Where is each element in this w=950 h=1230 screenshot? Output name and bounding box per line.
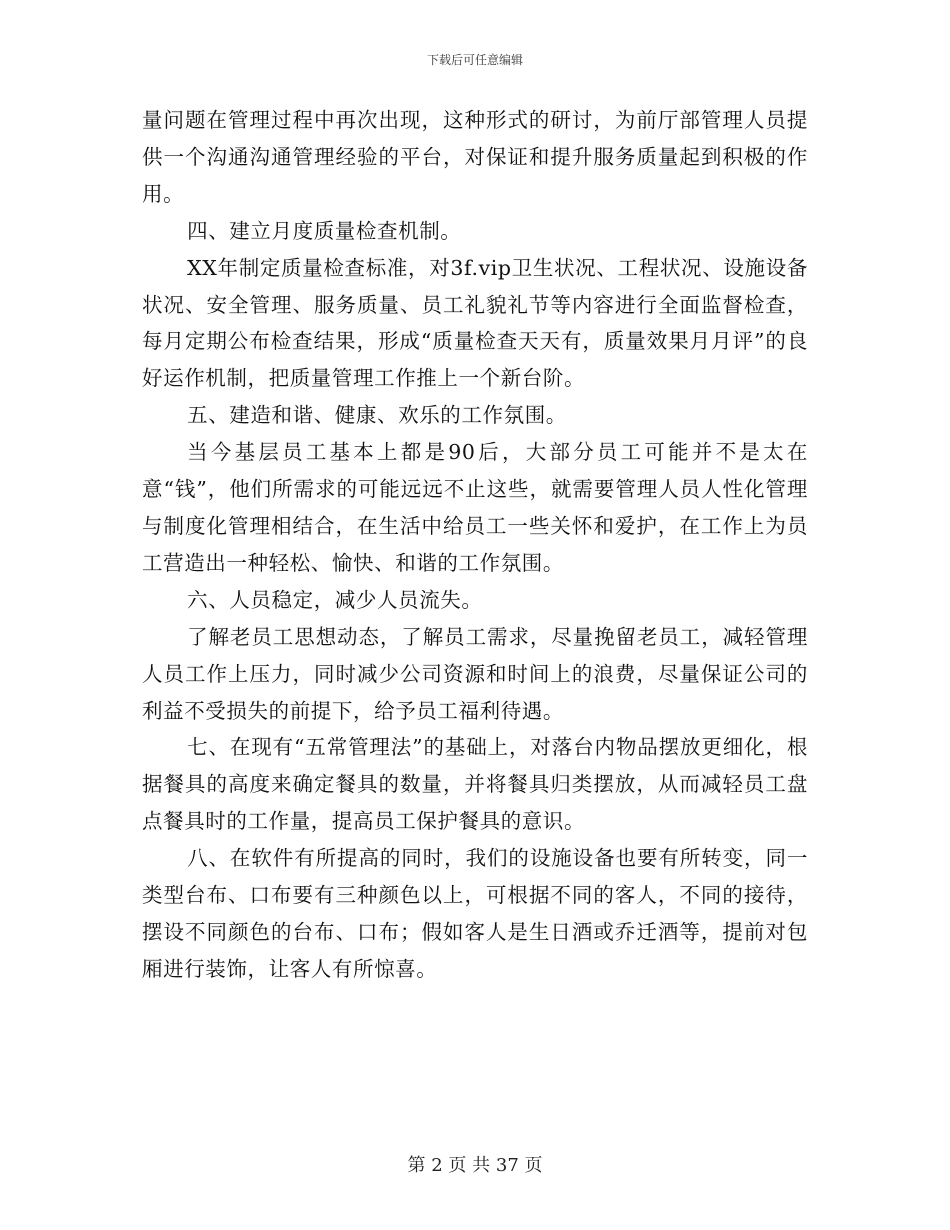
page-header: 下载后可任意编辑 <box>426 53 523 67</box>
paragraph-staff-retention: 了解老员工思想动态，了解员工需求，尽量挽留老员工，减轻管理人员工作上压力，同时减少公司资源和时间上的浪费，尽量保证公司的利益不受损失的前提下，给予员工福利待遇。 <box>142 624 808 723</box>
paragraph-facility-upgrade: 八、在软件有所提高的同时，我们的设施设备也要有所转变，同一类型台布、口布要有三种颜色以上，可根据不同的客人，不同的接待，摆设不同颜色的台布、口布；假如客人是生日酒或乔迁酒等，提前对包厢进行装饰，让客人有所惊喜。 <box>142 846 808 981</box>
footer-middle: 页 共 <box>448 1155 491 1176</box>
section-heading-five: 五、建造和谐、健康、欢乐的工作氛围。 <box>187 403 567 428</box>
footer-suffix: 页 <box>524 1155 543 1176</box>
total-page-count: 37 <box>495 1155 519 1176</box>
footer-prefix: 第 <box>407 1155 426 1176</box>
current-page-number: 2 <box>431 1155 443 1176</box>
paragraph-quality-check: XX年制定质量检查标准，对3f.vip卫生状况、工程状况、设施设备状况、安全管理、服务质量、员工礼貌礼节等内容进行全面监督检查，每月定期公布检查结果，形成“质量检查天天有，质量效果月月评”的良好运作机制，把质量管理工作推上一个新台阶。 <box>142 255 808 391</box>
document-body <box>142 102 808 988</box>
paragraph-continuation: 量问题在管理过程中再次出现，这种形式的研讨，为前厅部管理人员提供一个沟通沟通管理经验的平台，对保证和提升服务质量起到积极的作用。 <box>142 108 808 206</box>
section-heading-six: 六、人员稳定，减少人员流失。 <box>187 587 483 612</box>
paragraph-five-s-management: 七、在现有“五常管理法”的基础上，对落台内物品摆放更细化，根据餐具的高度来确定餐具的数量，并将餐具归类摆放，从而减轻员工盘点餐具时的工作量，提高员工保护餐具的意识。 <box>142 735 808 834</box>
section-heading-four: 四、建立月度质量检查机制。 <box>187 218 462 243</box>
paragraph-work-atmosphere: 当今基层员工基本上都是90后，大部分员工可能并不是太在意“钱”，他们所需求的可能远远不止这些，就需要管理人员人性化管理与制度化管理相结合，在生活中给员工一些关怀和爱护，在工作上为员工营造出一种轻松、愉快、和谐的工作氛围。 <box>142 440 808 575</box>
page-footer <box>0 1155 950 1177</box>
